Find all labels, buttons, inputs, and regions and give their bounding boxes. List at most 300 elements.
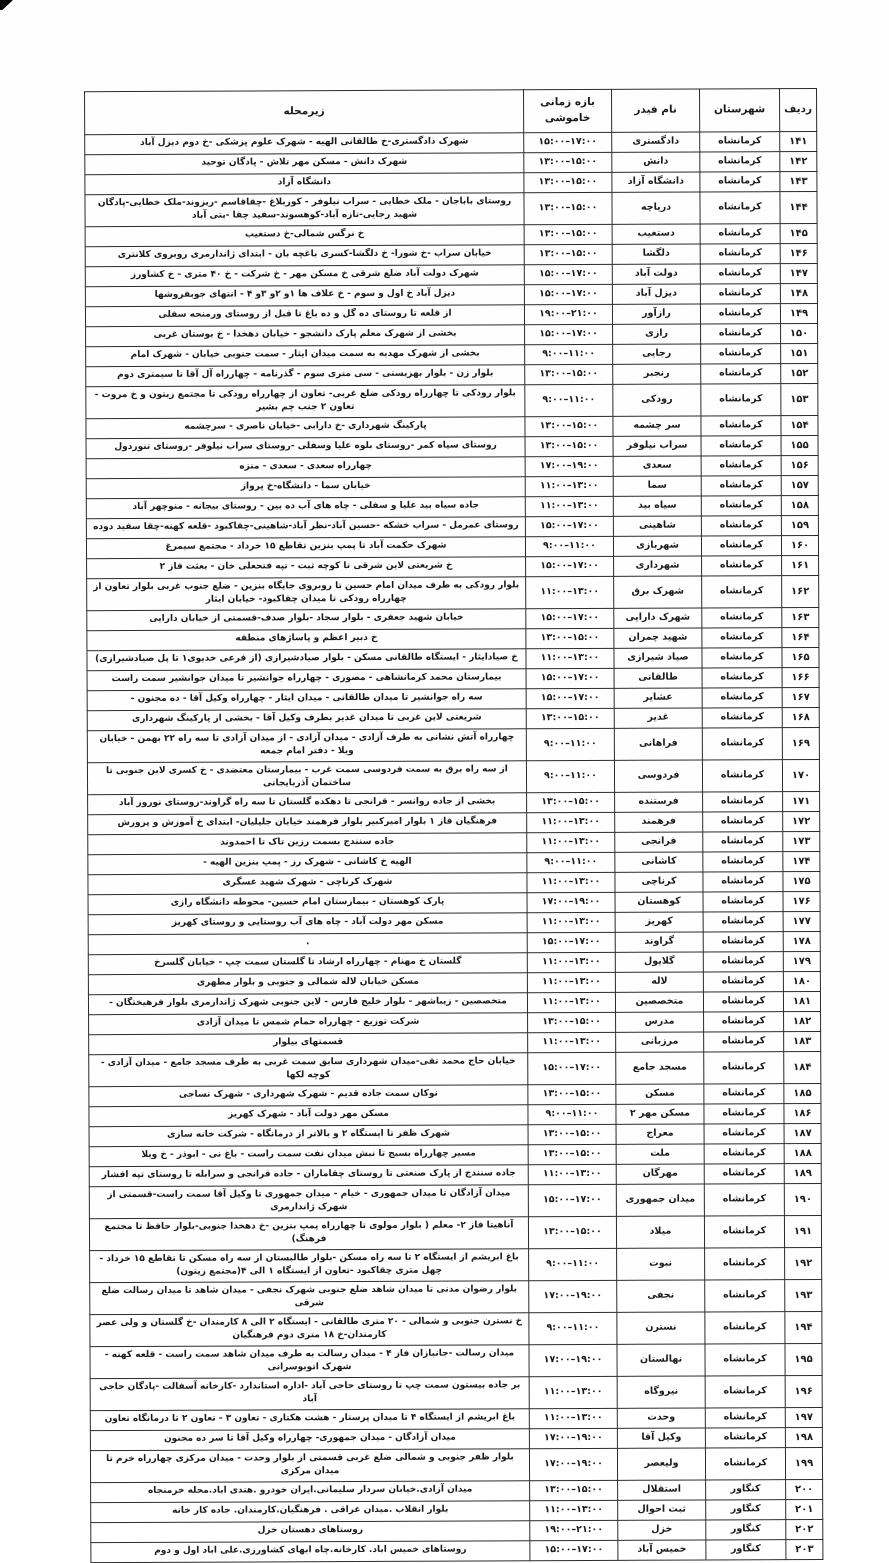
cell-county: کرمانشاه [701,363,781,383]
cell-county: کرمانشاه [704,1123,784,1143]
table-row [87,759,819,794]
cell-county: کرمانشاه [703,971,783,991]
cell-outage-time-range: ۱۷:۰۰–۱۹:۰۰ [525,456,613,476]
cell-row-number: ۱۷۶ [783,891,820,911]
cell-row-number: ۱۵۲ [781,363,818,383]
cell-county: کرمانشاه [703,911,783,931]
cell-feeder-name: وکیل آقا [617,1428,705,1448]
cell-sub-neighborhood: مسکن مهر دولت آباد - شهرک کهریز [89,1104,528,1126]
cell-county: کرمانشاه [700,303,780,323]
cell-sub-neighborhood: جاده سنندج از پارک صنعتی تا روستای چقاماران - جاده قرانجی و سرابله تا روستای تپه افشار [89,1164,528,1186]
cell-county: کرمانشاه [700,283,780,303]
cell-row-number: ۱۹۳ [785,1279,822,1311]
cell-county: کرمانشاه [704,1183,784,1215]
cell-sub-neighborhood: جاده سیاه بید علیا و سفلی - چاه های آب ده بین - روستای بیجانه - منوچهر آباد [86,496,525,518]
cell-county: کرمانشاه [701,435,781,455]
cell-feeder-name: شاهینی [613,516,701,536]
header-row-number: ردیف [780,89,817,132]
cell-row-number: ۱۹۹ [785,1447,822,1479]
cell-row-number: ۱۶۷ [782,687,819,707]
cell-sub-neighborhood: بخشی از جاده روانسر - قرانجی تا دهکده گلستان تا سه راه گراوند-روستای نوروز آباد [88,792,527,814]
cell-outage-time-range: ۱۳:۰۰–۱۵:۰۰ [524,192,612,224]
cell-feeder-name: مدرس [616,1012,704,1032]
cell-feeder-name: دلگشا [612,244,700,264]
cell-outage-time-range: ۱۵:۰۰–۱۷:۰۰ [527,932,615,952]
cell-outage-time-range: ۱۹:۰۰–۲۱:۰۰ [524,304,612,324]
cell-outage-time-range: ۱۵:۰۰–۱۷:۰۰ [524,264,612,284]
cell-feeder-name: کاشانی [615,852,703,872]
outage-table-body [85,131,823,1562]
cell-sub-neighborhood: باغ ابریشم از ایستگاه ۴ تا میدان پرستار - هشت هکتاری - تعاون ۳ - تعاون ۲ تا درمانگاه تعاون [90,1408,529,1430]
cell-county: کرمانشاه [705,1407,785,1427]
cell-sub-neighborhood: خ دبیر اعظم و پاساژهای منطقه [87,628,526,650]
cell-feeder-name: مسکن مهر ۲ [616,1104,704,1124]
cell-outage-time-range: ۱۵:۰۰–۱۷:۰۰ [524,284,612,304]
cell-feeder-name: متخصصین [615,992,703,1012]
cell-outage-time-range: ۱۳:۰۰–۱۵:۰۰ [525,364,613,384]
cell-county: کرمانشاه [700,243,780,263]
cell-row-number: ۱۷۰ [782,759,819,791]
cell-outage-time-range: ۱۱:۰۰–۱۳:۰۰ [527,912,615,932]
cell-county: کنگاور [706,1479,786,1499]
cell-county: کرمانشاه [703,951,783,971]
cell-row-number: ۱۶۸ [782,707,819,727]
cell-feeder-name: سما [613,476,701,496]
cell-sub-neighborhood: باغ ابریشم از ایستگاه ۲ تا سه راه مسکن -بلوار طالبستان از سه راه مسکن تا تقاطع ۱۵ خرداد - چهل متری چقاکبود -تعاون از ایستگاه ۱ الی ۴(مجتمع زیتون) [90,1248,529,1282]
cell-sub-neighborhood: میدان آزادگان - میدان جمهوری- چهارراه وکیل آقا تا سر ده مجنون [90,1428,529,1450]
cell-outage-time-range: ۱۱:۰۰–۱۳:۰۰ [527,872,615,892]
cell-county: کرمانشاه [701,475,781,495]
cell-county: کرمانشاه [703,891,783,911]
cell-outage-time-range: ۱۱:۰۰–۱۳:۰۰ [526,648,614,668]
cell-row-number: ۱۹۸ [785,1427,822,1447]
cell-feeder-name: مرزبانی [616,1032,704,1052]
cell-sub-neighborhood: مسکن خیابان لاله شمالی و جنوبی و بلوار مطهری [88,972,527,994]
cell-feeder-name: رازآور [612,304,700,324]
cell-feeder-name: سعدی [613,456,701,476]
cell-county: کرمانشاه [705,1447,785,1479]
cell-feeder-name: مسجد جامع [616,1052,704,1084]
cell-sub-neighborhood: خیابان سراب -خ شورا- خ دلگشا-کسری باغچه بان - ابتدای ژاندارمری روبروی کلانتری [85,244,524,266]
cell-feeder-name: گراوند [615,932,703,952]
cell-feeder-name: فردوسی [614,760,702,792]
cell-row-number: ۱۷۲ [783,811,820,831]
cell-feeder-name: گلایول [615,952,703,972]
cell-outage-time-range: ۱۳:۰۰–۱۵:۰۰ [526,708,614,728]
cell-row-number: ۱۸۵ [784,1083,821,1103]
cell-row-number: ۱۹۰ [784,1183,821,1215]
cell-county: کنگاور [706,1519,786,1539]
table-header [85,89,817,135]
cell-outage-time-range: ۹:۰۰–۱۱:۰۰ [526,760,614,792]
cell-feeder-name: ثبت احوال [618,1499,706,1519]
cell-outage-time-range: ۹:۰۰–۱۱:۰۰ [525,344,613,364]
cell-outage-time-range: ۱۱:۰۰–۱۳:۰۰ [529,1408,617,1428]
cell-county: کرمانشاه [701,383,781,415]
cell-county: کرمانشاه [703,871,783,891]
cell-feeder-name: فرهمند [615,812,703,832]
cell-feeder-name: معراج [616,1124,704,1144]
cell-county: کرمانشاه [703,851,783,871]
cell-outage-time-range: ۱۱:۰۰–۱۳:۰۰ [525,496,613,516]
cell-feeder-name: دیزل آباد [612,284,700,304]
cell-row-number: ۱۸۱ [783,991,820,1011]
cell-sub-neighborhood: شرکت توزیع - چهارراه حمام شمس تا میدان آزادی [89,1012,528,1034]
cell-sub-neighborhood: پارکینگ شهرداری -خ دارابی -خیابان ناصری - سرچشمه [86,416,525,438]
cell-sub-neighborhood: پارک کوهستان - بیمارستان امام حسین- محوطه دانشگاه رازی [88,892,527,914]
cell-row-number: ۱۶۹ [782,727,819,759]
cell-outage-time-range: ۹:۰۰–۱۱:۰۰ [525,384,613,416]
cell-row-number: ۱۴۷ [780,263,817,283]
cell-sub-neighborhood: میدان آزادی.خیابان سردار سلیمانی.ایران خودرو .هندی اباد.محله خرمنجاه [91,1480,530,1502]
cell-row-number: ۱۴۸ [780,283,817,303]
cell-feeder-name: سراب نیلوفر [613,436,701,456]
cell-county: کرمانشاه [705,1343,785,1375]
cell-outage-time-range: ۱۵:۰۰–۱۷:۰۰ [525,324,613,344]
cell-sub-neighborhood: میدان آزادگان تا میدان جمهوری - خیام - میدان جمهوری تا وکیل آقا سمت راست-قسمتی از شهرک ژاندارمری [89,1184,528,1218]
cell-outage-time-range: ۱۱:۰۰–۱۳:۰۰ [527,952,615,972]
cell-outage-time-range: ۹:۰۰–۱۱:۰۰ [529,1312,617,1344]
cell-feeder-name: لاله [615,972,703,992]
cell-feeder-name: فرستنده [615,792,703,812]
cell-county: کرمانشاه [700,263,780,283]
cell-county: کنگاور [706,1539,786,1559]
cell-feeder-name: رازی [613,324,701,344]
cell-row-number: ۱۶۰ [781,535,818,555]
cell-outage-time-range: ۱۳:۰۰–۱۵:۰۰ [527,792,615,812]
cell-sub-neighborhood: خ نسترن جنوبی و شمالی - ۲۰ متری طالقانی - ایستگاه ۲ الی ۸ کارمندان -خ گلستان و ولی عصر کارمندان-خ ۱۸ متری دوم فرهنگیان [90,1312,529,1346]
cell-row-number: ۱۵۴ [781,415,818,435]
cell-county: کرمانشاه [701,415,781,435]
cell-outage-time-range: ۱۷:۰۰–۱۹:۰۰ [527,892,615,912]
cell-feeder-name: طالقانی [614,668,702,688]
cell-county: کرمانشاه [702,647,782,667]
cell-row-number: ۱۴۳ [780,171,817,191]
cell-county: کرمانشاه [705,1427,785,1447]
cell-sub-neighborhood: روستاهای خمیس اباد. کارخانه.چاه ابهای کشاورزی.علی اباد اول و دوم [91,1540,530,1562]
cell-feeder-name: دانش [612,152,700,172]
cell-feeder-name: شهید چمران [614,628,702,648]
cell-sub-neighborhood: خ نرگس شمالی-خ دستغیب [85,224,524,246]
cell-outage-time-range: ۱۷:۰۰–۱۹:۰۰ [529,1428,617,1448]
cell-row-number: ۱۷۳ [783,831,820,851]
cell-sub-neighborhood: شریعتی لاین غربی تا میدان غدیر بطرف وکیل آقا - بخشی از پارکینگ شهرداری [87,708,526,730]
cell-outage-time-range: ۱۳:۰۰–۱۵:۰۰ [525,416,613,436]
cell-row-number: ۲۰۱ [786,1499,823,1519]
cell-outage-time-range: ۱۱:۰۰–۱۳:۰۰ [528,1032,616,1052]
cell-sub-neighborhood: چهارراه آتش نشانی به طرف آزادی - میدان آزادی - از میدان آزادی تا سه راه ۲۲ بهمن - خیابان ویلا - دفتر امام جمعه [87,728,526,762]
cell-sub-neighborhood: نوکان سمت جاده قدیم - شهرک شهرداری - شهرک نساجی [89,1084,528,1106]
cell-sub-neighborhood: از قلعه تا روستای ده گل و ده باغ تا قبل از روستای ورمنجه سفلی [85,304,524,326]
cell-outage-time-range: ۱۵:۰۰–۱۷:۰۰ [526,688,614,708]
table-row [90,1247,822,1282]
cell-county: کرمانشاه [702,627,782,647]
cell-sub-neighborhood: الهیه خ کاشانی - شهرک رز - پمپ بنزین الهیه - [88,852,527,874]
table-row [89,1183,821,1218]
table-row [89,1215,821,1250]
cell-sub-neighborhood: بخشی از شهرک معلم پارک دانشجو - خیابان دهخدا - خ بوستان غربی [86,324,525,346]
cell-row-number: ۱۶۱ [782,555,819,575]
cell-county: کرمانشاه [702,555,782,575]
cell-feeder-name: رجایی [613,344,701,364]
cell-county: کرمانشاه [701,455,781,475]
cell-row-number: ۱۶۵ [782,647,819,667]
cell-feeder-name: ولیعصر [617,1447,705,1479]
cell-feeder-name: نبوت [617,1248,705,1280]
table-row [87,575,819,610]
cell-outage-time-range: ۱۱:۰۰–۱۳:۰۰ [528,1164,616,1184]
cell-sub-neighborhood: بلوار رضوان مدنی تا میدان شاهد ضلع جنوبی شهرک نجفی - میدان شاهد تا میدان رسالت ضلع شرقی [90,1280,529,1314]
cell-row-number: ۱۴۵ [780,223,817,243]
cell-outage-time-range: ۱۱:۰۰–۱۳:۰۰ [527,992,615,1012]
cell-sub-neighborhood: از سه راه برق به سمت فردوسی سمت غرب - بیمارستان معتضدی - خ کسری لاین جنوبی تا ساختمان آذربایجانی [87,760,526,794]
cell-feeder-name: کهریز [615,912,703,932]
cell-county: کرمانشاه [703,991,783,1011]
cell-outage-time-range: ۹:۰۰–۱۱:۰۰ [527,852,615,872]
cell-feeder-name: کوهستان [615,892,703,912]
cell-county: کرمانشاه [702,759,782,791]
cell-sub-neighborhood: خیابان شهید جعفری - بلوار سجاد -بلوار صدف-قسمتی از خیابان دارایی [87,608,526,630]
cell-county: کرمانشاه [703,811,783,831]
table-row [90,1375,822,1410]
cell-sub-neighborhood: بلوار ظفر جنوبی و شمالی ضلع غربی قسمتی از بلوار وحدت - میدان مرکزی چهارراه خرم تا میدان مرکزی [90,1448,529,1482]
cell-row-number: ۱۶۴ [782,627,819,647]
cell-outage-time-range: ۱۵:۰۰–۱۷:۰۰ [528,1184,616,1216]
cell-sub-neighborhood: روستای عمرمل - سراب خشکه -حسین آباد-نظر آباد-شاهینی-چقاکبود -قلعه کهنه-چقا سفید دوده [86,516,525,538]
cell-outage-time-range: ۱۳:۰۰–۱۵:۰۰ [526,628,614,648]
cell-feeder-name: وحدت [617,1408,705,1428]
cell-feeder-name: شهربازی [613,536,701,556]
cell-row-number: ۱۹۲ [785,1247,822,1279]
cell-feeder-name: خمیس آباد [618,1539,706,1559]
table-row [90,1343,822,1378]
cell-feeder-name: دانشگاه آزاد [612,172,700,192]
cell-outage-time-range: ۱۳:۰۰–۱۵:۰۰ [530,1480,618,1500]
cell-sub-neighborhood: شهرک ظفر تا ایستگاه ۲ و بالاتر از درمانگاه - شرکت خانه سازی [89,1124,528,1146]
cell-county: کرمانشاه [702,607,782,627]
cell-outage-time-range: ۱۳:۰۰–۱۵:۰۰ [528,1144,616,1164]
cell-row-number: ۱۸۹ [784,1163,821,1183]
cell-sub-neighborhood: شهرک دولت آباد ضلع شرقی خ مسکن مهر - خ شرکت - خ ۴۰ متری - خ کشاورز [85,264,524,286]
cell-feeder-name: نسترن [617,1312,705,1344]
cell-feeder-name: سیاه بید [613,496,701,516]
cell-row-number: ۲۰۲ [786,1519,823,1539]
cell-county: کنگاور [706,1499,786,1519]
cell-row-number: ۱۸۶ [784,1103,821,1123]
cell-county: کرمانشاه [700,223,780,243]
cell-outage-time-range: ۱۷:۰۰–۱۹:۰۰ [529,1448,617,1480]
cell-county: کرمانشاه [702,707,782,727]
cell-outage-time-range: ۱۱:۰۰–۱۳:۰۰ [527,832,615,852]
cell-sub-neighborhood: شهرک حکمت آباد تا پمپ بنزین تقاطع ۱۵ خرداد - مجتمع سیمرغ [86,536,525,558]
cell-row-number: ۱۷۱ [783,791,820,811]
cell-county: کرمانشاه [705,1279,785,1311]
cell-outage-time-range: ۱۵:۰۰–۱۷:۰۰ [525,516,613,536]
cell-county: کرمانشاه [700,171,780,191]
cell-row-number: ۱۷۹ [783,951,820,971]
cell-outage-time-range: ۱۱:۰۰–۱۳:۰۰ [525,476,613,496]
cell-feeder-name: کرناچی [615,872,703,892]
cell-feeder-name: فراهانی [614,728,702,760]
cell-row-number: ۱۵۳ [781,383,818,415]
header-feeder-name: نام فیدر [612,89,700,132]
cell-feeder-name: عشایر [614,688,702,708]
cell-county: کرمانشاه [702,575,782,607]
cell-row-number: ۱۶۶ [782,667,819,687]
cell-outage-time-range: ۱۹:۰۰–۲۱:۰۰ [530,1520,618,1540]
cell-sub-neighborhood: خیابان سما - دانشگاه-خ پرواز [86,476,525,498]
cell-county: کرمانشاه [704,1031,784,1051]
header-outage-time-range: بازه زمانی خاموشی [524,89,612,132]
cell-sub-neighborhood: روستاهای دهستان خزل [91,1520,530,1542]
cell-row-number: ۱۶۳ [782,607,819,627]
cell-sub-neighborhood: بلوار رودکی تا چهارراه رودکی ضلع غربی- تعاون از چهارراه رودکی تا مجتمع زیتون و خ مروت - تعاون ۲ جنب چم بشیر [86,384,525,418]
cell-feeder-name: دریاچه [612,192,700,224]
cell-county: کرمانشاه [703,791,783,811]
cell-row-number: ۱۹۵ [785,1343,822,1375]
cell-outage-time-range: ۱۱:۰۰–۱۳:۰۰ [527,812,615,832]
cell-row-number: ۱۵۸ [781,495,818,515]
cell-outage-time-range: ۱۳:۰۰–۱۵:۰۰ [525,436,613,456]
cell-sub-neighborhood: بر جاده بیستون سمت چپ تا روستای حاجی آباد -اداره استاندارد -کارخانه آسفالت -پادگان حاجی آباد [90,1376,529,1410]
cell-county: کرمانشاه [702,667,782,687]
header-sub-neighborhood: زیرمحله [85,90,524,134]
cell-row-number: ۱۵۷ [781,475,818,495]
table-row [86,383,818,418]
cell-county: کرمانشاه [701,323,781,343]
cell-feeder-name: رودکی [613,384,701,416]
outage-schedule-table [84,88,823,1563]
cell-row-number: ۱۸۸ [784,1143,821,1163]
cell-outage-time-range: ۱۵:۰۰–۱۷:۰۰ [530,1540,618,1560]
table-row [90,1279,822,1314]
cell-outage-time-range: ۱۳:۰۰–۱۵:۰۰ [524,224,612,244]
cell-sub-neighborhood: شهرک دانش - مسکن مهر تلاش - پادگان توحید [85,152,524,174]
table-row [91,1539,823,1562]
cell-sub-neighborhood: متخصصین - زیباشهر - بلوار خلیج فارس - لاین جنوبی شهرک ژاندارمری بلوار فرهیختگان - [88,992,527,1014]
cell-feeder-name: نیروگاه [617,1376,705,1408]
cell-sub-neighborhood: جاده سنندج بسمت رزین تاک تا احمدوند [88,832,527,854]
cell-county: کرمانشاه [704,1103,784,1123]
cell-county: کرمانشاه [705,1247,785,1279]
cell-row-number: ۱۹۴ [785,1311,822,1343]
cell-row-number: ۱۹۷ [785,1407,822,1427]
cell-sub-neighborhood: آناهیتا فاز ۲- معلم ( بلوار مولوی تا چهارراه پمپ بنزین -خ دهخدا جنوبی-بلوار حافظ تا مجتمع فرهنگ) [89,1216,528,1250]
cell-row-number: ۱۹۶ [785,1375,822,1407]
cell-county: کرمانشاه [702,727,782,759]
cell-county: کرمانشاه [702,687,782,707]
cell-row-number: ۱۸۳ [784,1031,821,1051]
cell-row-number: ۱۴۲ [780,151,817,171]
cell-row-number: ۱۷۵ [783,871,820,891]
cell-outage-time-range: ۱۳:۰۰–۱۵:۰۰ [524,244,612,264]
cell-row-number: ۲۰۰ [786,1479,823,1499]
cell-outage-time-range: ۱۱:۰۰–۱۳:۰۰ [530,1500,618,1520]
cell-county: کرمانشاه [700,191,780,223]
cell-row-number: ۱۵۶ [781,455,818,475]
cell-sub-neighborhood: روستای سیاه کمر -روستای بلوه علیا وسفلی -روستای سراب نیلوفر -روستای تنوردول [86,436,525,458]
cell-county: کرمانشاه [704,1163,784,1183]
cell-feeder-name: مهرگان [616,1164,704,1184]
cell-sub-neighborhood: شهرک دادگستری-خ طالقانی الهیه - شهرک علوم پزشکی -خ دوم دیزل آباد [85,132,524,154]
cell-row-number: ۱۴۶ [780,243,817,263]
cell-row-number: ۱۵۱ [781,343,818,363]
cell-feeder-name: خزل [618,1519,706,1539]
cell-row-number: ۱۸۰ [783,971,820,991]
cell-row-number: ۲۰۳ [786,1539,823,1559]
cell-outage-time-range: ۱۵:۰۰–۱۷:۰۰ [524,132,612,152]
cell-feeder-name: استقلال [618,1479,706,1499]
cell-feeder-name: نهالستان [617,1344,705,1376]
cell-sub-neighborhood: خ صیادایثار - ایستگاه طالقانی مسکن - بلوار صیادشیرازی (از فرعی خدیوی۱ تا پل صیادشیرازی) [87,648,526,670]
cell-feeder-name: سر چشمه [613,416,701,436]
cell-county: کرمانشاه [703,831,783,851]
cell-feeder-name: دولت آباد [612,264,700,284]
cell-sub-neighborhood: قسمتهای بیلوار [89,1032,528,1054]
cell-outage-time-range: ۱۵:۰۰–۱۷:۰۰ [526,608,614,628]
cell-row-number: ۱۴۱ [780,131,817,151]
cell-row-number: ۱۸۷ [784,1123,821,1143]
cell-sub-neighborhood: میدان رسالت -جانبازان فاز ۴ - میدان رسالت به طرف میدان شاهد سمت راست - قلعه کهنه - شهرک اتوبوسرانی [90,1344,529,1378]
cell-row-number: ۱۷۸ [783,931,820,951]
cell-county: کرمانشاه [700,151,780,171]
cell-county: کرمانشاه [703,931,783,951]
cell-county: کرمانشاه [701,535,781,555]
cell-sub-neighborhood: . [88,932,527,954]
cell-feeder-name: میلاد [616,1216,704,1248]
header-county: شهرستان [700,89,780,132]
cell-row-number: ۱۵۵ [781,435,818,455]
cell-sub-neighborhood: مسیر چهارراه بسیج تا نبش میدان نفت سمت راست - باغ نی - ابوذر - خ ویلا [89,1144,528,1166]
cell-row-number: ۱۵۹ [781,515,818,535]
cell-outage-time-range: ۱۱:۰۰–۱۳:۰۰ [527,972,615,992]
cell-county: کرمانشاه [701,343,781,363]
cell-outage-time-range: ۱۷:۰۰–۱۹:۰۰ [529,1280,617,1312]
cell-feeder-name: قرانجی [615,832,703,852]
cell-feeder-name: نجفی [617,1280,705,1312]
cell-feeder-name: مسکن [616,1084,704,1104]
cell-county: کرمانشاه [704,1143,784,1163]
cell-feeder-name: شهرک برق [614,576,702,608]
outage-schedule-table-wrap [84,88,823,1563]
cell-row-number: ۱۷۷ [783,911,820,931]
cell-sub-neighborhood: فرهنگیان فاز ۱ بلوار امیرکبیر بلوار فرهمند خیابان جلیلیان- ابتدای خ آموزش و پرورش [88,812,527,834]
table-row [85,191,817,226]
scan-corner-artifact [0,0,13,10]
cell-row-number: ۱۸۲ [784,1011,821,1031]
cell-county: کرمانشاه [700,131,780,151]
cell-outage-time-range: ۱۵:۰۰–۱۷:۰۰ [528,1052,616,1084]
cell-sub-neighborhood: خیابان حاج محمد تقی-میدان شهرداری سابق سمت غربی به طرف مسجد جامع - میدان آزادی - کوچه لکها [89,1052,528,1086]
cell-outage-time-range: ۱۳:۰۰–۱۵:۰۰ [524,152,612,172]
cell-outage-time-range: ۱۱:۰۰–۱۳:۰۰ [526,576,614,608]
cell-feeder-name: ملت [616,1144,704,1164]
cell-row-number: ۱۸۴ [784,1051,821,1083]
cell-county: کرمانشاه [704,1083,784,1103]
cell-outage-time-range: ۱۱:۰۰–۱۳:۰۰ [529,1376,617,1408]
cell-sub-neighborhood: مسکن مهر دولت آباد - چاه های آب روستایی و روستای کهریز [88,912,527,934]
cell-outage-time-range: ۱۳:۰۰–۱۵:۰۰ [528,1012,616,1032]
cell-county: کرمانشاه [704,1051,784,1083]
cell-feeder-name: غدیر [614,708,702,728]
cell-outage-time-range: ۱۳:۰۰–۱۵:۰۰ [528,1216,616,1248]
cell-county: کرمانشاه [701,515,781,535]
cell-outage-time-range: ۱۳:۰۰–۱۵:۰۰ [528,1084,616,1104]
cell-outage-time-range: ۹:۰۰–۱۱:۰۰ [526,728,614,760]
cell-sub-neighborhood: خ شریعتی لاین شرقی تا کوچه ثبت - تپه فتحعلی خان - بعثت فاز ۲ [87,556,526,578]
cell-feeder-name: شهرک دارایی [614,608,702,628]
cell-county: کرمانشاه [704,1215,784,1247]
